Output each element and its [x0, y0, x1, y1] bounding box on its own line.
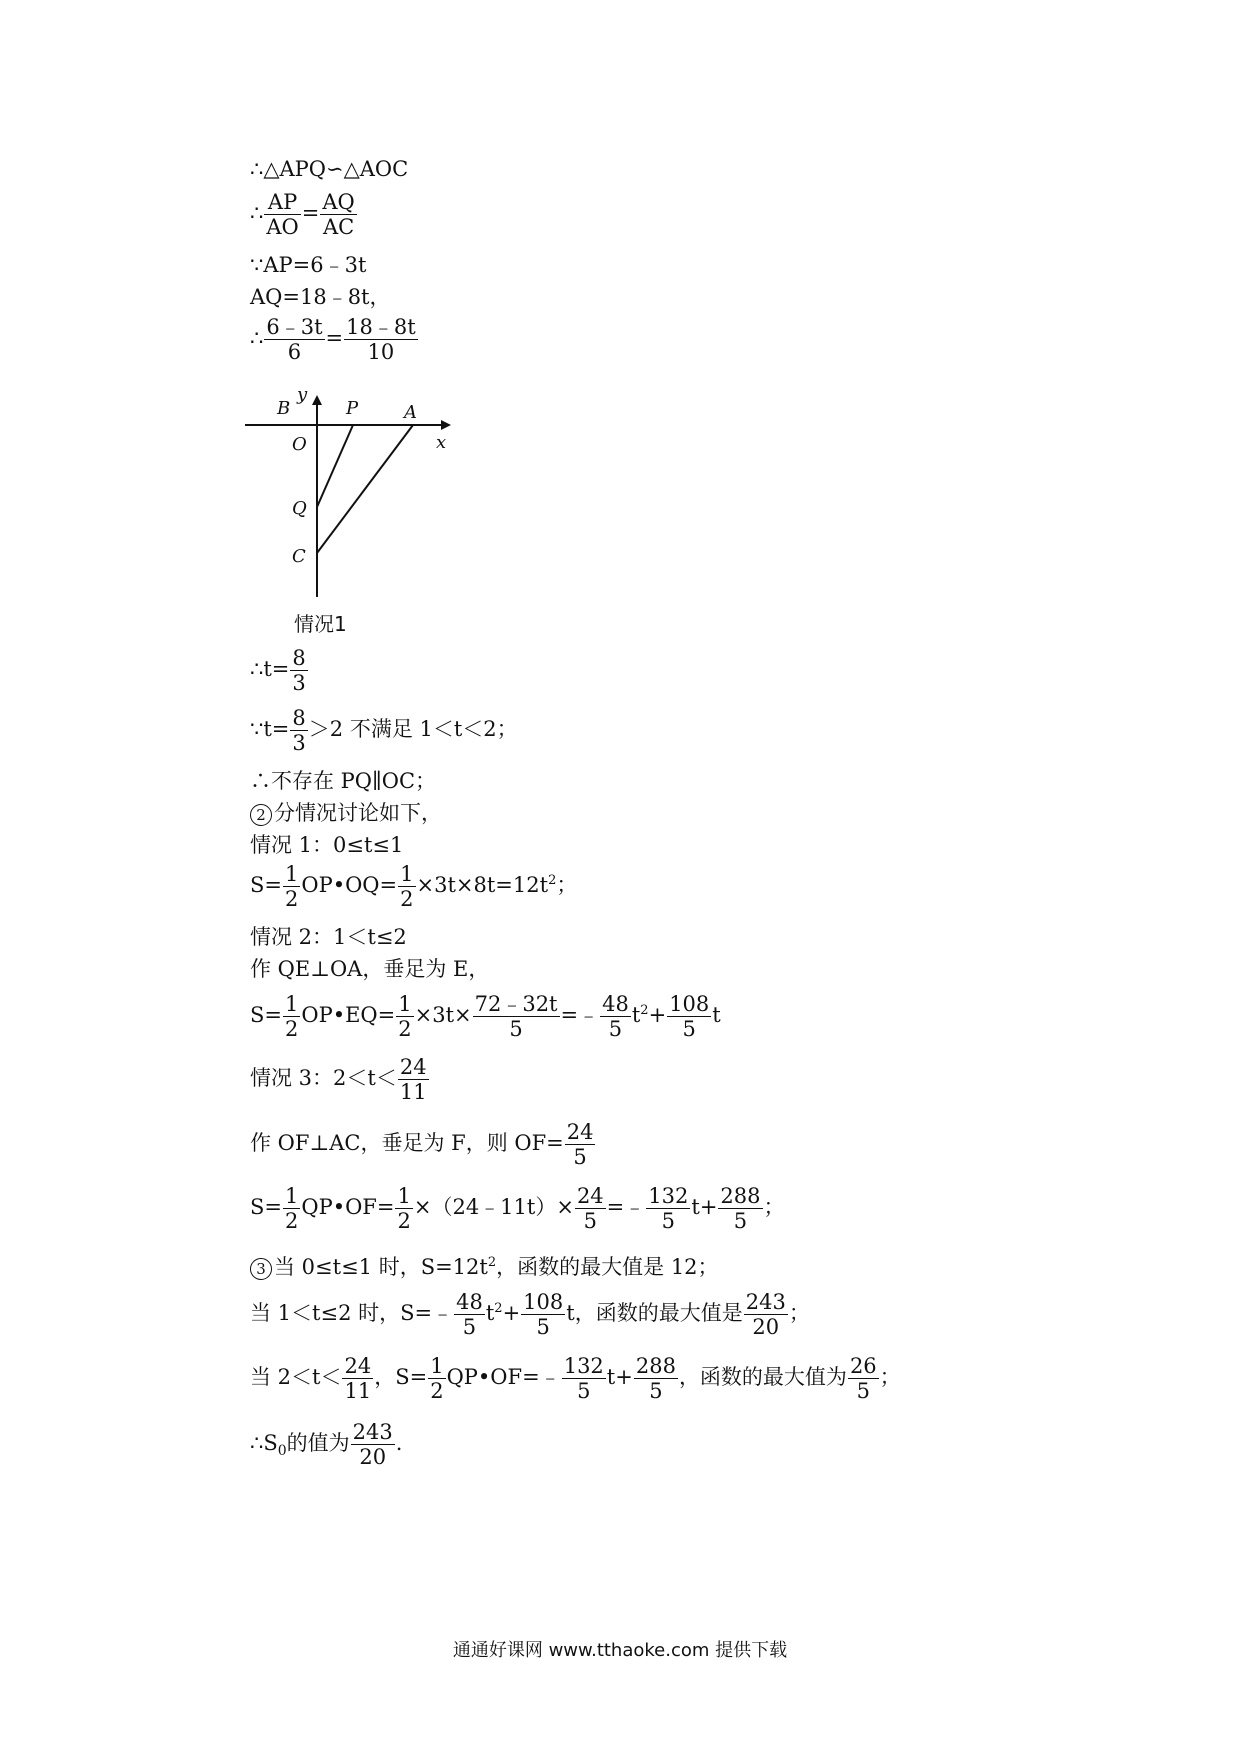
case-1-area	[250, 862, 577, 911]
numerator: 24	[344, 1354, 372, 1378]
case-1-heading: 情况 1：0≤t≤1	[250, 833, 404, 857]
label-y: y	[297, 384, 308, 405]
label-b: B	[277, 398, 291, 419]
denominator: 2	[284, 1209, 299, 1233]
exponent: 2	[640, 1003, 649, 1018]
denominator: 5	[583, 1209, 597, 1233]
segment-ac	[317, 425, 413, 553]
condition-text: ＞2 不满足 1＜t＜2；	[308, 717, 518, 741]
case-3-area	[250, 1184, 785, 1233]
fraction	[646, 1184, 690, 1233]
numerator: 132	[648, 1184, 689, 1208]
text: =﹣	[560, 1003, 600, 1027]
text: ，S=	[374, 1365, 428, 1389]
numerator: 6﹣3t	[266, 315, 323, 339]
fraction	[744, 1290, 788, 1339]
text: OP•EQ=	[301, 1003, 396, 1027]
text: t+	[691, 1195, 718, 1219]
text: 当 1＜t≤2 时，S=﹣	[250, 1301, 454, 1325]
construction-of	[250, 1120, 596, 1169]
exponent: 2	[494, 1301, 503, 1316]
proportion-equation	[250, 315, 419, 364]
text-line	[250, 252, 366, 278]
max-case-3	[250, 1354, 901, 1403]
text: 作 OF⊥AC，垂足为 F，则 OF=	[250, 1131, 564, 1155]
denominator: 11	[399, 1080, 427, 1104]
text: S=	[250, 1003, 282, 1027]
fraction	[562, 1354, 606, 1403]
text: ；	[556, 873, 578, 897]
fraction	[283, 992, 300, 1041]
numerator: 132	[563, 1354, 604, 1378]
numerator: 288	[635, 1354, 676, 1378]
text: t	[631, 1003, 641, 1027]
circled-number: 3	[250, 1258, 272, 1280]
label-a: A	[404, 402, 417, 423]
circled-number: 2	[250, 804, 272, 826]
conclusion: ∴不存在 PQ∥OC；	[250, 769, 437, 793]
text: 当 0≤t≤1 时，S=12t	[274, 1255, 488, 1279]
text-line	[250, 924, 407, 950]
denominator: 11	[344, 1379, 372, 1403]
text-line	[250, 832, 403, 858]
max-case-2	[250, 1290, 810, 1339]
denominator: 2	[284, 1017, 299, 1041]
equals: =	[325, 326, 344, 350]
text: ，函数的最大值为	[678, 1365, 847, 1389]
case-3-heading	[250, 1055, 430, 1104]
text: t，函数的最大值是	[566, 1301, 743, 1325]
fraction	[565, 1120, 596, 1169]
construction-text: 作 QE⊥OA，垂足为 E，	[250, 957, 490, 981]
denominator: 2	[398, 1017, 412, 1041]
text: t	[712, 1003, 721, 1027]
denominator: 5	[577, 1379, 591, 1403]
denominator: 5	[509, 1017, 523, 1041]
denominator: AC	[322, 215, 355, 239]
text: 当 2＜t＜	[250, 1365, 342, 1389]
numerator: 108	[523, 1290, 564, 1314]
numerator: 8	[292, 706, 306, 730]
denominator: 3	[292, 731, 306, 755]
fraction	[342, 1354, 373, 1403]
fraction	[396, 992, 413, 1041]
numerator: 24	[576, 1184, 604, 1208]
text: ；	[788, 1301, 810, 1325]
numerator: 1	[284, 862, 299, 886]
denominator: 20	[752, 1315, 780, 1339]
denominator: 2	[430, 1379, 444, 1403]
denominator: 20	[359, 1445, 387, 1469]
text: +	[502, 1301, 521, 1325]
numerator: 243	[745, 1290, 786, 1314]
section-intro: 分情况讨论如下，	[274, 801, 442, 825]
fraction	[290, 706, 307, 755]
denominator: 2	[400, 887, 414, 911]
numerator: 18﹣8t	[346, 315, 416, 339]
text: ；	[879, 1365, 901, 1389]
numerator: AP	[264, 190, 300, 215]
equals: =	[301, 201, 320, 225]
denominator: 5	[856, 1379, 870, 1403]
denominator: 2	[397, 1209, 411, 1233]
label-c: C	[292, 546, 306, 567]
fraction	[398, 1055, 429, 1104]
numerator: 8	[292, 646, 306, 670]
denominator: 5	[536, 1315, 550, 1339]
numerator: 1	[284, 992, 299, 1016]
numerator: 1	[284, 1184, 299, 1208]
text-line	[250, 156, 408, 182]
fraction	[848, 1354, 879, 1403]
exponent: 2	[487, 1255, 497, 1270]
footer-credit: 通通好课网 www.tthaoke.com 提供下载	[452, 1640, 788, 1661]
text: ，函数的最大值是 12；	[496, 1255, 719, 1279]
ap-expression: ∵AP=6﹣3t	[250, 253, 367, 277]
numerator: 24	[566, 1120, 594, 1144]
fraction	[575, 1184, 606, 1233]
denominator: 2	[284, 887, 299, 911]
denominator: 5	[733, 1209, 748, 1233]
y-axis-arrow	[312, 395, 322, 405]
fraction	[264, 190, 300, 239]
denominator: 5	[462, 1315, 477, 1339]
text-line	[250, 956, 489, 982]
text: ×3t×	[414, 1003, 472, 1027]
fraction	[718, 1184, 762, 1233]
text-line	[250, 768, 436, 794]
text: +	[648, 1003, 667, 1027]
text: OP•OQ=	[301, 873, 398, 897]
numerator: 48	[456, 1290, 483, 1314]
denominator: 6	[287, 340, 302, 364]
fraction	[398, 862, 415, 911]
numerator: 72﹣32t	[474, 992, 558, 1016]
fraction	[600, 992, 631, 1041]
text: S=	[250, 1195, 282, 1219]
denominator: 5	[682, 1017, 696, 1041]
fraction	[283, 862, 300, 911]
text: t	[485, 1301, 495, 1325]
final-answer	[250, 1420, 402, 1469]
text: .	[395, 1431, 403, 1455]
therefore-symbol: ∴	[250, 326, 264, 350]
fraction	[454, 1290, 485, 1339]
denominator: 5	[573, 1145, 587, 1169]
fraction	[264, 315, 324, 364]
text-line	[250, 1254, 719, 1280]
text: ×3t×8t=12t	[416, 873, 549, 897]
fraction	[344, 315, 418, 364]
numerator: 1	[400, 862, 414, 886]
fraction	[283, 1184, 300, 1233]
numerator: 1	[397, 1184, 411, 1208]
fraction	[351, 1420, 395, 1469]
coordinate-figure	[245, 385, 470, 635]
fraction	[395, 1184, 412, 1233]
fraction	[428, 1354, 445, 1403]
text: ∴S	[250, 1431, 278, 1455]
prefix: ∴t=	[250, 657, 290, 681]
segment-pq	[317, 425, 353, 507]
text: QP•OF=﹣	[446, 1365, 561, 1389]
similar-triangles: ∴△APQ∽△AOC	[250, 157, 409, 181]
t-value	[250, 646, 309, 695]
aq-expression: AQ=18﹣8t，	[250, 285, 391, 309]
fraction	[667, 992, 711, 1041]
text: 的值为	[286, 1431, 350, 1455]
label-x: x	[436, 432, 447, 453]
numerator: 26	[849, 1354, 877, 1378]
denominator: 5	[608, 1017, 623, 1041]
numerator: 1	[398, 992, 412, 1016]
denominator: 5	[649, 1379, 663, 1403]
fraction	[521, 1290, 565, 1339]
case-2-area	[250, 992, 721, 1041]
text: ×（24﹣11t）×	[413, 1195, 574, 1219]
denominator: 3	[292, 671, 306, 695]
x-axis-arrow	[441, 420, 451, 430]
numerator: 1	[430, 1354, 444, 1378]
denominator: AO	[266, 215, 299, 239]
denominator: 5	[661, 1209, 676, 1233]
fraction	[290, 646, 307, 695]
numerator: 108	[669, 992, 710, 1016]
fraction	[320, 190, 356, 239]
fraction	[634, 1354, 678, 1403]
text: S=	[250, 873, 282, 897]
fraction	[473, 992, 560, 1041]
text: =﹣	[606, 1195, 646, 1219]
text-line	[250, 800, 442, 826]
text-line	[250, 284, 391, 310]
prefix: ∵t=	[250, 717, 290, 741]
exponent: 2	[548, 873, 557, 888]
numerator: 243	[352, 1420, 393, 1444]
numerator: 288	[720, 1184, 761, 1208]
therefore-symbol: ∴	[250, 201, 264, 225]
ratio-equation	[250, 190, 358, 239]
label-p: P	[346, 398, 359, 419]
figure-caption: 情况1	[294, 612, 347, 636]
text: 情况 3：2＜t＜	[250, 1066, 397, 1090]
t-check	[250, 706, 518, 755]
numerator: AQ	[322, 190, 355, 214]
numerator: 48	[602, 992, 629, 1016]
label-o: O	[292, 434, 307, 455]
text: t+	[606, 1365, 633, 1389]
case-2-heading: 情况 2：1＜t≤2	[250, 925, 407, 949]
text: QP•OF=	[301, 1195, 395, 1219]
label-q: Q	[292, 498, 307, 519]
denominator: 10	[367, 340, 395, 364]
text: ；	[763, 1195, 785, 1219]
numerator: 24	[399, 1055, 427, 1079]
subscript: 0	[277, 1443, 287, 1460]
